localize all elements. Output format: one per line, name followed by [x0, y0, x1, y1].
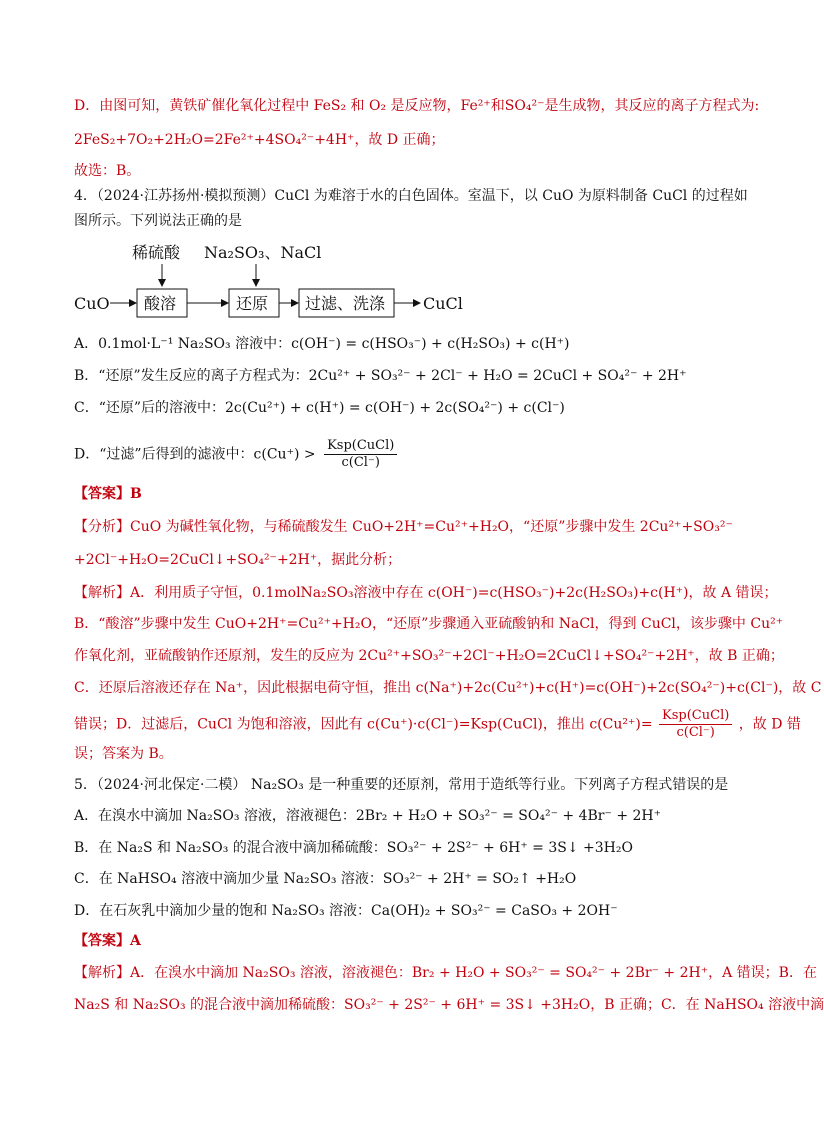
step-filter-wash-label: 过滤、洗涤: [305, 294, 386, 313]
text-line-l23: D．在石灰乳中滴加少量的饱和 Na₂SO₃ 溶液：Ca(OH)₂ + SO₃²⁻ = CaSO₃ + 2OH⁻: [74, 903, 618, 919]
text-line-l8: C．“还原”后的溶液中：2c(Cu²⁺) + c(H⁺) = c(OH⁻) + 2c(SO₄²⁻) + c(Cl⁻): [74, 400, 565, 416]
text-line-l1: D．由图可知，黄铁矿催化氧化过程中 FeS₂ 和 O₂ 是反应物，Fe²⁺和SO₄²⁻是生成物，其反应的离子方程式为:: [74, 98, 760, 114]
text-line-l13: 【解析】A．利用质子守恒，0.1molNa₂SO₃溶液中存在 c(OH⁻)=c(HSO₃⁻)+2c(H₂SO₃)+c(H⁺)，故 A 错误；: [74, 585, 778, 601]
step-reduce-label: 还原: [236, 294, 269, 313]
reagent-sulfuric-acid-label: 稀硫酸: [132, 243, 181, 262]
analysis-d-prefix: 错误；D．过滤后，CuCl 为饱和溶液，因此有 c(Cu⁺)·c(Cl⁻)=Ksp(CuCl)，推出 c(Cu²⁺)=: [74, 716, 653, 733]
reagent-sulfite-nacl-label: Na₂SO₃、NaCl: [204, 243, 322, 262]
start-material-label: CuO: [74, 294, 110, 313]
analysis-d-suffix: ，故 D 错: [738, 716, 801, 733]
text-line-l20: A．在溴水中滴加 Na₂SO₃ 溶液，溶液褪色：2Br₂ + H₂O + SO₃²⁻ = SO₄²⁻ + 4Br⁻ + 2H⁺: [74, 808, 662, 824]
text-line-l14: B．“酸溶”步骤中发生 CuO+2H⁺=Cu²⁺+H₂O，“还原”步骤通入亚硫酸钠和 NaCl，得到 CuCl，该步骤中 Cu²⁺: [74, 616, 784, 632]
analysis-d-line: [74, 708, 801, 741]
text-line-l18: 误；答案为 B。: [74, 746, 173, 762]
fraction-numerator: Ksp(CuCl): [659, 708, 732, 725]
text-line-l25: 【解析】A．在溴水中滴加 Na₂SO₃ 溶液，溶液褪色：Br₂ + H₂O + SO₃²⁻ = SO₄²⁻ + 2Br⁻ + 2H⁺，A 错误；B．在: [74, 965, 817, 981]
fraction-denominator: c(Cl⁻): [341, 455, 380, 470]
step-acid-dissolve-label: 酸溶: [144, 294, 177, 313]
text-line-l4: 4．（2024·江苏扬州·模拟预测）CuCl 为难溶于水的白色固体。室温下，以 CuO 为原料制备 CuCl 的过程如: [74, 188, 748, 204]
text-line-l15: 作氧化剂，亚硫酸钠作还原剂，发生的反应为 2Cu²⁺+SO₃²⁻+2Cl⁻+H₂O=2CuCl↓+SO₄²⁻+2H⁺，故 B 正确；: [74, 648, 784, 664]
text-line-l24: 【答案】A: [74, 933, 141, 949]
text-line-l11: 【分析】CuO 为碱性氧化物，与稀硫酸发生 CuO+2H⁺=Cu²⁺+H₂O，“还原”步骤中发生 2Cu²⁺+SO₃²⁻: [74, 519, 733, 535]
text-line-l10: 【答案】B: [74, 486, 142, 502]
text-line-l26: Na₂S 和 Na₂SO₃ 的混合液中滴加稀硫酸：SO₃²⁻ + 2S²⁻ + 6H⁺ = 3S↓ +3H₂O，B 正确；C．在 NaHSO₄ 溶液中滴: [74, 997, 824, 1013]
analysis-d-fraction: [659, 708, 732, 741]
text-line-l5: 图所示。下列说法正确的是: [74, 213, 242, 229]
process-flowchart: [74, 236, 494, 320]
text-line-l19: 5．（2024·河北保定·二模） Na₂SO₃ 是一种重要的还原剂，常用于造纸等行业。下列离子方程式错误的是: [74, 777, 729, 793]
text-line-l2: 2FeS₂+7O₂+2H₂O=2Fe²⁺+4SO₄²⁻+4H⁺，故 D 正确；: [74, 132, 445, 148]
fraction-denominator: c(Cl⁻): [676, 725, 715, 740]
text-line-l6: A．0.1mol·L⁻¹ Na₂SO₃ 溶液中：c(OH⁻) = c(HSO₃⁻) + c(H₂SO₃) + c(H⁺): [74, 336, 570, 352]
fraction-numerator: Ksp(CuCl): [324, 438, 397, 455]
text-line-l3: 故选：B。: [74, 163, 141, 179]
q4-option-d-prefix: D．“过滤”后得到的滤液中：c(Cu⁺) >: [74, 446, 316, 463]
product-label: CuCl: [423, 294, 463, 313]
text-line-l12: +2Cl⁻+H₂O=2CuCl↓+SO₄²⁻+2H⁺，据此分析；: [74, 552, 402, 568]
text-line-l16: C．还原后溶液还存在 Na⁺，因此根据电荷守恒，推出 c(Na⁺)+2c(Cu²⁺)+c(H⁺)=c(OH⁻)+2c(SO₄²⁻)+c(Cl⁻)，故 C: [74, 680, 822, 696]
text-line-l21: B．在 Na₂S 和 Na₂SO₃ 的混合液中滴加稀硫酸：SO₃²⁻ + 2S²⁻ + 6H⁺ = 3S↓ +3H₂O: [74, 840, 633, 856]
q4-option-d: [74, 438, 397, 471]
text-line-l7: B．“还原”发生反应的离子方程式为：2Cu²⁺ + SO₃²⁻ + 2Cl⁻ + H₂O = 2CuCl + SO₄²⁻ + 2H⁺: [74, 368, 687, 384]
q4-option-d-fraction: [324, 438, 397, 471]
text-line-l22: C．在 NaHSO₄ 溶液中滴加少量 Na₂SO₃ 溶液：SO₃²⁻ + 2H⁺ = SO₂↑ +H₂O: [74, 871, 577, 887]
